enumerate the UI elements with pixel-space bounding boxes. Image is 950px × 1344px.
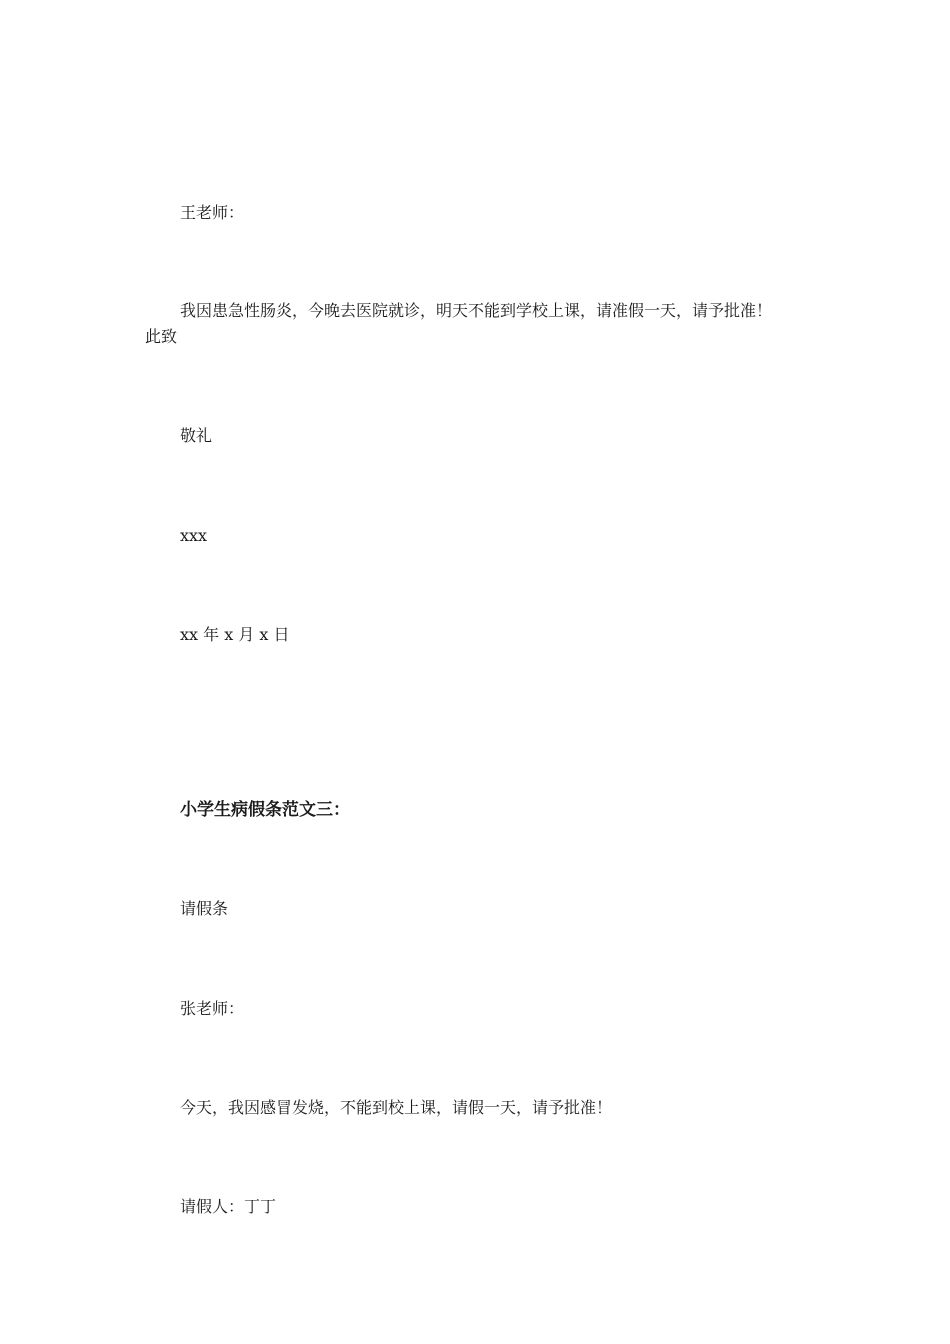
date-line: xx 年 x 月 x 日 bbox=[180, 625, 290, 644]
letter-body-two: 我因患急性肠炎，今晚去医院就诊，明天不能到学校上课，请准假一天，请予批准！ bbox=[180, 301, 773, 320]
section-heading: 小学生病假条范文三： bbox=[180, 800, 350, 820]
salutation-zhang: 张老师： bbox=[180, 999, 245, 1018]
letter-body-three: 今天，我因感冒发烧，不能到校上课，请假一天，请予批准！ bbox=[180, 1098, 613, 1117]
note-title: 请假条 bbox=[180, 899, 229, 918]
closing-jingli: 敬礼 bbox=[180, 426, 213, 445]
applicant-line: 请假人：丁丁 bbox=[180, 1197, 277, 1216]
signature: xxx bbox=[180, 526, 208, 545]
salutation-wang: 王老师： bbox=[180, 203, 245, 222]
closing-cizhi: 此致 bbox=[145, 327, 178, 346]
